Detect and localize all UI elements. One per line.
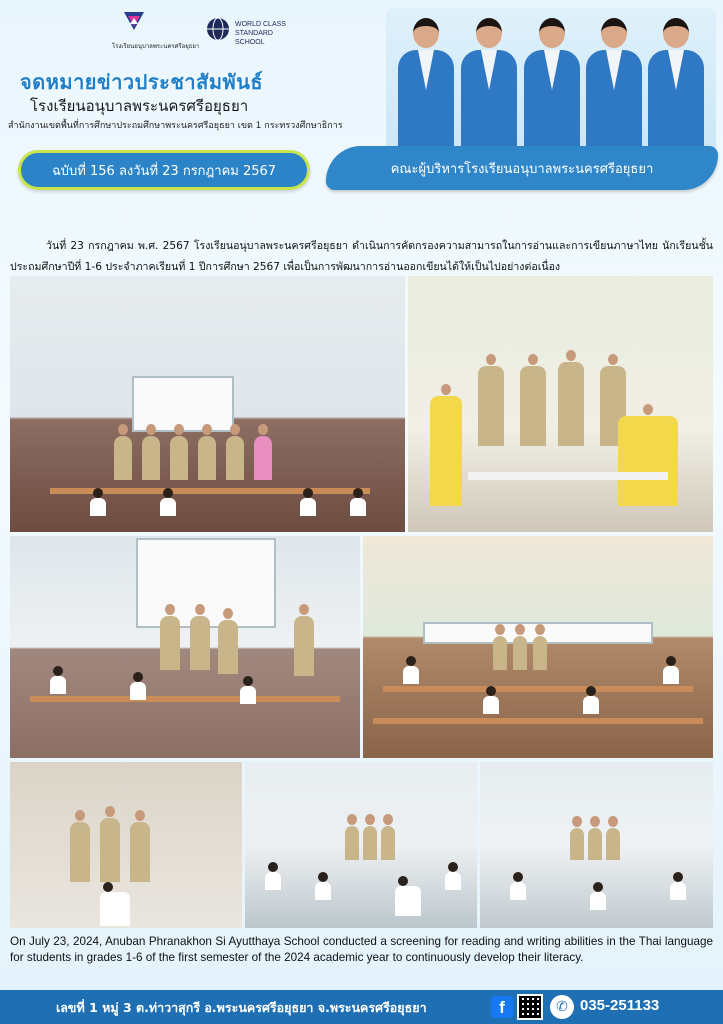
intro-paragraph xyxy=(10,236,713,278)
english-summary: On July 23, 2024, Anuban Phranakhon Si Ayutthaya School conducted a screening for reading and writing abilities in the Thai language for students in grades 1-6 of the first semester of the 2024 academic year to continuously develop their literacy. xyxy=(10,935,713,964)
facebook-icon[interactable]: f xyxy=(491,996,513,1018)
phone-icon: ✆ xyxy=(550,995,574,1019)
activity-photo-5 xyxy=(10,762,242,928)
activity-photo-2 xyxy=(408,276,713,532)
agency-name: สำนักงานเขตพื้นที่การศึกษาประถมศึกษาพระนครศรีอยุธยา เขต 1 กระทรวงศึกษาธิการ xyxy=(8,121,343,131)
intro-text: วันที่ 23 กรกฎาคม พ.ศ. 2567 โรงเรียนอนุบาลพระนครศรีอยุธยา ดำเนินการคัดกรองความสามารถในการอ่านและการเขียนภาษาไทย นักเรียนชั้นประถมศึกษาปีที่ 1-6 ประจำภาคเรียนที่ 1 ปีการศึกษา 2567 เพื่อเป็นการพัฒนาการอ่านออกเขียนได้ให้เป็นไปอย่างต่อเนื่อง xyxy=(10,240,713,273)
world-class-standard-logo xyxy=(205,14,295,50)
svg-text:โรงเรียนอนุบาลพระนครศรีอยุธยา: โรงเรียนอนุบาลพระนครศรีอยุธยา xyxy=(112,43,200,50)
activity-photo-4 xyxy=(363,536,713,758)
activity-photo-3 xyxy=(10,536,360,758)
activity-photo-6 xyxy=(245,762,477,928)
qr-code-icon xyxy=(517,994,543,1020)
activity-photo-1 xyxy=(10,276,405,532)
publication-title: จดหมายข่าวประชาสัมพันธ์ xyxy=(20,70,264,94)
school-logo xyxy=(110,8,202,56)
footer-bar xyxy=(0,990,723,1024)
issue-badge: ฉบับที่ 156 ลงวันที่ 23 กรกฎาคม 2567 xyxy=(18,150,310,190)
newsletter-header xyxy=(0,0,723,200)
administrators-photo xyxy=(386,8,716,158)
world-class-standard-text: WORLD CLASS STANDARD SCHOOL xyxy=(235,21,286,46)
school-name: โรงเรียนอนุบาลพระนครศรีอยุธยา xyxy=(30,97,249,115)
phone-number[interactable]: 035-251133 xyxy=(580,997,660,1014)
administrators-caption: คณะผู้บริหารโรงเรียนอนุบาลพระนครศรีอยุธยา xyxy=(326,146,718,190)
school-address: เลขที่ 1 หมู่ 3 ต.ท่าวาสุกรี อ.พระนครศรีอยุธยา จ.พระนครศรีอยุธยา xyxy=(56,1000,427,1015)
activity-photo-7 xyxy=(480,762,713,928)
